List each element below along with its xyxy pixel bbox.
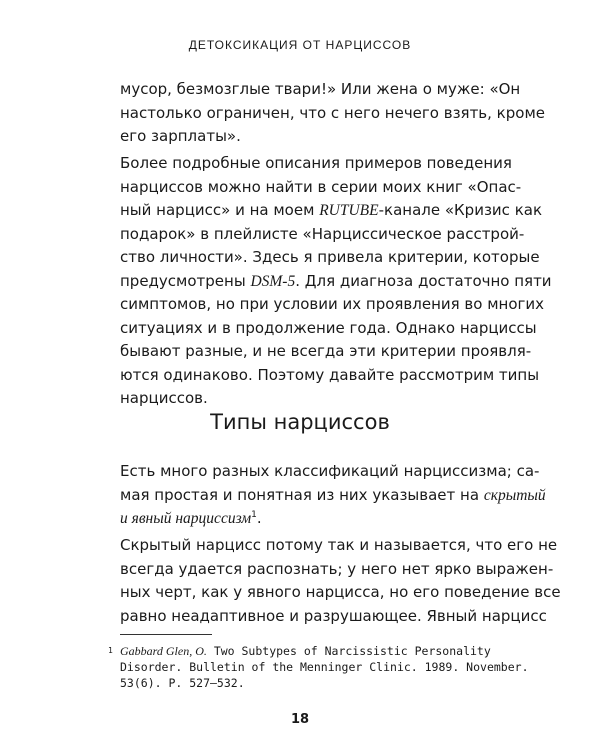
text-line: Более подробные описания примеров поведения bbox=[120, 154, 512, 172]
footnote-line: Disorder. Bulletin of the Menninger Clinic. 1989. November. bbox=[120, 660, 529, 674]
text-line: ных черт, как у явного нарцисса, но его поведение все bbox=[120, 583, 561, 601]
paragraph-continuation bbox=[120, 78, 545, 149]
dsm5-italic: DSM-5 bbox=[250, 272, 296, 290]
text-line: равно неадаптивное и разрушающее. Явный нарцисс bbox=[120, 606, 547, 625]
text-line: Скрытый нарцисс потому так и называется, что его не bbox=[120, 536, 558, 554]
footnote-author: Gabbard Glen, O. bbox=[120, 644, 207, 658]
text-line: симптомов, но при условии их проявления во многих bbox=[120, 295, 545, 313]
text-line: настолько ограничен, что с него нечего взять, кроме bbox=[120, 103, 545, 122]
section-heading: Типы нарциссов bbox=[210, 410, 390, 434]
text-line: бывают разные, и не всегда эти критерии проявля- bbox=[120, 342, 532, 360]
text-run: -канале «Кризис как bbox=[378, 201, 543, 219]
text-line: всегда удается распознать; у него нет ярко выражен- bbox=[120, 559, 554, 578]
text-line bbox=[120, 484, 546, 508]
text-line bbox=[120, 199, 543, 223]
text-run: . Для диагноза достаточно пяти bbox=[295, 271, 552, 290]
footnote-mark: 1 bbox=[108, 646, 113, 655]
text-run: предусмотрены bbox=[120, 271, 251, 290]
overt-italic: и явный нарциссизм bbox=[120, 510, 252, 527]
text-line: Есть много разных классификаций нарциссизма; са- bbox=[120, 462, 540, 480]
text-line: нарциссов можно найти в серии моих книг «Опас- bbox=[120, 177, 522, 196]
footnote bbox=[108, 643, 529, 691]
paragraph-criteria bbox=[120, 152, 552, 411]
footnote-ref: 1 bbox=[251, 510, 257, 520]
text-line: ются одинаково. Поэтому давайте рассмотрим типы bbox=[120, 365, 540, 384]
paragraph-covert bbox=[120, 534, 561, 628]
footnote-line bbox=[120, 643, 504, 659]
text-line bbox=[120, 270, 552, 294]
text-line: подарок» в плейлисте «Нарциссическое расстрой- bbox=[120, 224, 525, 243]
text-run: мая простая и понятная из них указывает на bbox=[120, 485, 484, 504]
text-run: Two Subtypes of Narcissistic Personality bbox=[206, 644, 491, 658]
text-line: его зарплаты». bbox=[120, 127, 241, 145]
text-line bbox=[120, 507, 504, 531]
paragraph-classification bbox=[120, 460, 546, 531]
page-number: 18 bbox=[290, 712, 310, 727]
running-head: ДЕТОКСИКАЦИЯ ОТ НАРЦИССОВ bbox=[188, 38, 412, 52]
text-line: ство личности». Здесь я привела критерии, которые bbox=[120, 248, 540, 266]
text-line: нарциссов. bbox=[120, 389, 208, 407]
footnote-rule bbox=[120, 634, 212, 635]
text-line: ситуациях и в продолжение года. Однако нарциссы bbox=[120, 318, 537, 337]
rutube-italic: RUTUBE bbox=[319, 202, 379, 219]
text-line: мусор, безмозглые твари!» Или жена о муже: «Он bbox=[120, 80, 521, 98]
text-run: ный нарцисс» и на моем bbox=[120, 201, 320, 219]
footnote-line: 53(6). P. 527–532. bbox=[120, 676, 245, 690]
covert-italic: скрытый bbox=[483, 486, 546, 504]
text-run: . bbox=[256, 509, 262, 527]
